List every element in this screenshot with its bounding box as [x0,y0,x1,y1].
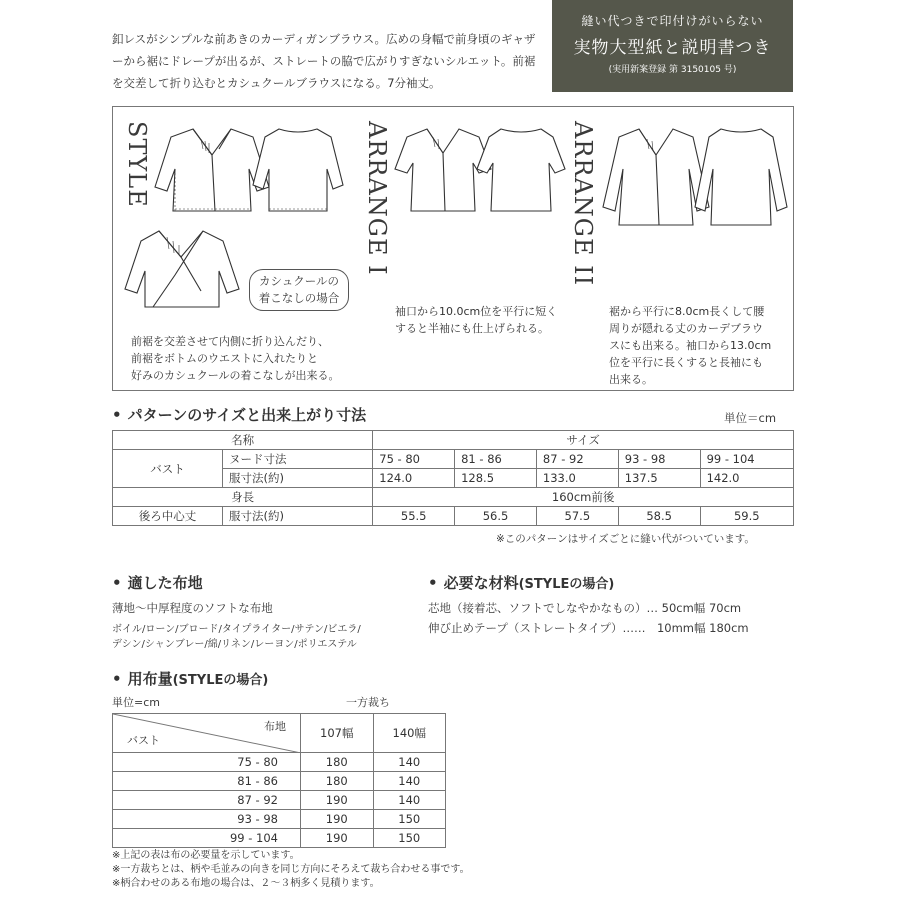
arrange2-back-illustration [693,125,789,231]
size-note: ※このパターンはサイズごとに縫い代がついています。 [496,533,755,545]
size-heading: • パターンのサイズと出来上がり寸法 [112,406,367,424]
label-arrange2: ARRANGE II [569,121,597,287]
yardage-direction: 一方裁ち [346,696,390,709]
row-label-bust: バスト [113,450,223,488]
fabric-list-1: ボイル/ローン/ブロード/タイプライター/サテン/ビエラ/ [112,624,361,635]
size-cell: 81 - 86 [455,450,537,469]
row-label-back: 後ろ中心丈 [113,507,223,526]
bust-value: 142.0 [700,469,793,488]
table-row: 75 - 80 180 140 [113,753,446,772]
header-width-140: 140幅 [373,714,446,753]
yardage-corner-cell [113,714,301,753]
bust-value: 128.5 [455,469,537,488]
bust-value: 133.0 [536,469,618,488]
badge-line3: (実用新案登録 第 3150105 号) [608,65,737,75]
label-arrange1: ARRANGE I [363,121,391,276]
table-row: 81 - 86 180 140 [113,772,446,791]
header-width-107: 107幅 [301,714,374,753]
bust-value: 124.0 [373,469,455,488]
back-value: 58.5 [618,507,700,526]
materials-line-1: 芯地（接着芯、ソフトでしなやかなもの）… 50cm幅 70cm [428,601,742,615]
yardage-unit: 単位=cm [112,696,160,709]
yardage-note-3: ※柄合わせのある布地の場合は、２〜３柄多く見積ります。 [112,878,380,889]
wrap-style-illustration [123,227,241,317]
label-finished: 服寸法(約) [223,507,373,526]
back-value: 56.5 [455,507,537,526]
style-back-illustration [251,125,345,217]
yardage-note-2: ※一方裁ちとは、柄や毛並みの向きを同じ方向にそろえて裁ち合わせる事です。 [112,864,470,875]
size-unit: 単位＝cm [724,411,777,425]
intro-text: 釦レスがシンプルな前あきのカーディガンブラウス。広めの身幅で前身頃のギャザーから裾にドレープが出るが、ストレートの脇で広がりすぎないシルエット。前裾を交差して折り込むとカシュクールブラウスになる。7分袖丈。 [112,32,536,90]
label-nude: ヌード寸法 [223,450,373,469]
style-panel [112,106,794,391]
table-header-name: 名称 [113,431,373,450]
fabric-list-2: デシン/シャンブレー/綿/リネン/レーヨン/ポリエステル [112,639,357,650]
size-cell: 93 - 98 [618,450,700,469]
yardage-note-1: ※上記の表は布の必要量を示しています。 [112,850,300,861]
pattern-badge [552,0,793,92]
materials-heading: • 必要な材料(STYLEの場合) [428,574,615,592]
yardage-table [112,713,446,848]
size-table [112,430,794,526]
height-value: 160cm前後 [373,488,794,507]
size-cell: 87 - 92 [536,450,618,469]
badge-line2: 実物大型紙と説明書つき [573,38,772,58]
label-style: STYLE [123,121,151,208]
back-value: 57.5 [536,507,618,526]
table-row: 87 - 92 190 140 [113,791,446,810]
label-finished: 服寸法(約) [223,469,373,488]
size-cell: 99 - 104 [700,450,793,469]
arrange1-back-illustration [475,125,567,217]
bullet-icon: • [112,406,122,424]
size-cell: 75 - 80 [373,450,455,469]
wrap-style-bubble: カシュクールの着こなしの場合 [249,269,349,311]
table-header-size: サイズ [373,431,794,450]
note-style: 前裾を交差させて内側に折り込んだり、 前裾をボトムのウエストに入れたりと 好みのカシュクールの着こなしが出来る。 [131,335,340,382]
row-label-height: 身長 [113,488,373,507]
bullet-icon: • [112,670,122,688]
note-arrange2: 裾から平行に8.0cm長くして腰 周りが隠れる丈のカーデブラウ スにも出来る。袖口から13.0cm 位を平行に長くすると長袖にも 出来る。 [609,305,772,386]
table-row: 99 - 104 190 150 [113,829,446,848]
fabric-heading: • 適した布地 [112,574,203,592]
bullet-icon: • [428,574,438,592]
header-bust: バスト [127,734,160,747]
back-value: 55.5 [373,507,455,526]
fabric-subtitle: 薄地〜中厚程度のソフトな布地 [112,601,273,615]
bullet-icon: • [112,574,122,592]
table-row: 93 - 98 190 150 [113,810,446,829]
materials-line-2: 伸び止めテープ（ストレートタイプ）…… 10mm幅 180cm [428,621,749,635]
bust-value: 137.5 [618,469,700,488]
note-arrange1: 袖口から10.0cm位を平行に短く すると半袖にも仕上げられる。 [395,305,558,335]
header-fabric: 布地 [264,720,286,733]
back-value: 59.5 [700,507,793,526]
badge-line1: 縫い代つきで印付けがいらない [581,14,764,28]
yardage-heading: • 用布量(STYLEの場合) [112,670,269,688]
